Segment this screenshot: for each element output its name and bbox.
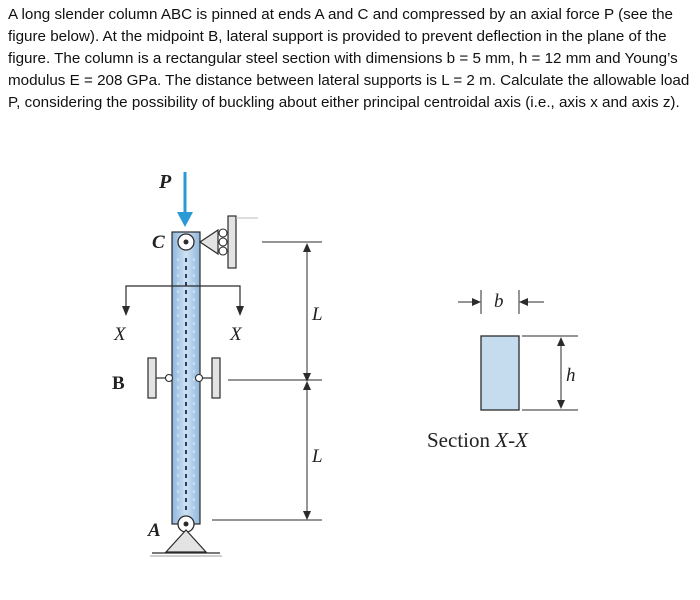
load-label: P	[159, 171, 172, 193]
length-dimensions	[212, 242, 322, 520]
upper-length-label: L	[312, 304, 323, 325]
axis-right-label: X	[230, 324, 242, 345]
lower-length-label: L	[312, 446, 323, 467]
mid-point-label: B	[112, 373, 125, 394]
top-pin	[178, 234, 194, 250]
section-height-label: h	[566, 365, 576, 386]
bottom-pin-support	[150, 516, 222, 556]
cross-section	[458, 290, 578, 410]
problem-statement: A long slender column ABC is pinned at ends A and C and compressed by an axial force P (see the figure below). At the midpoint B, lateral support is provided to prevent deflection in the plane of the figure. The column is a rectangular steel section with dimensions b = 5 mm, h = 12 mm and Young’s modulus E = 208 GPa. The distance between lateral supports is L = 2 m. Calculate the allowable load P, considering the possibility of buckling about either principal centroidal axis (i.e., axis x and axis z).	[8, 6, 690, 111]
section-caption-prefix: Section	[427, 428, 496, 452]
section-caption-axes: X-X	[495, 428, 528, 452]
top-point-label: C	[152, 232, 165, 253]
axis-left-label: X	[114, 324, 126, 345]
bottom-point-label: A	[148, 520, 161, 541]
section-caption	[427, 428, 529, 452]
top-roller-support	[200, 216, 258, 268]
load-arrow	[177, 172, 193, 227]
section-width-label: b	[494, 291, 504, 312]
